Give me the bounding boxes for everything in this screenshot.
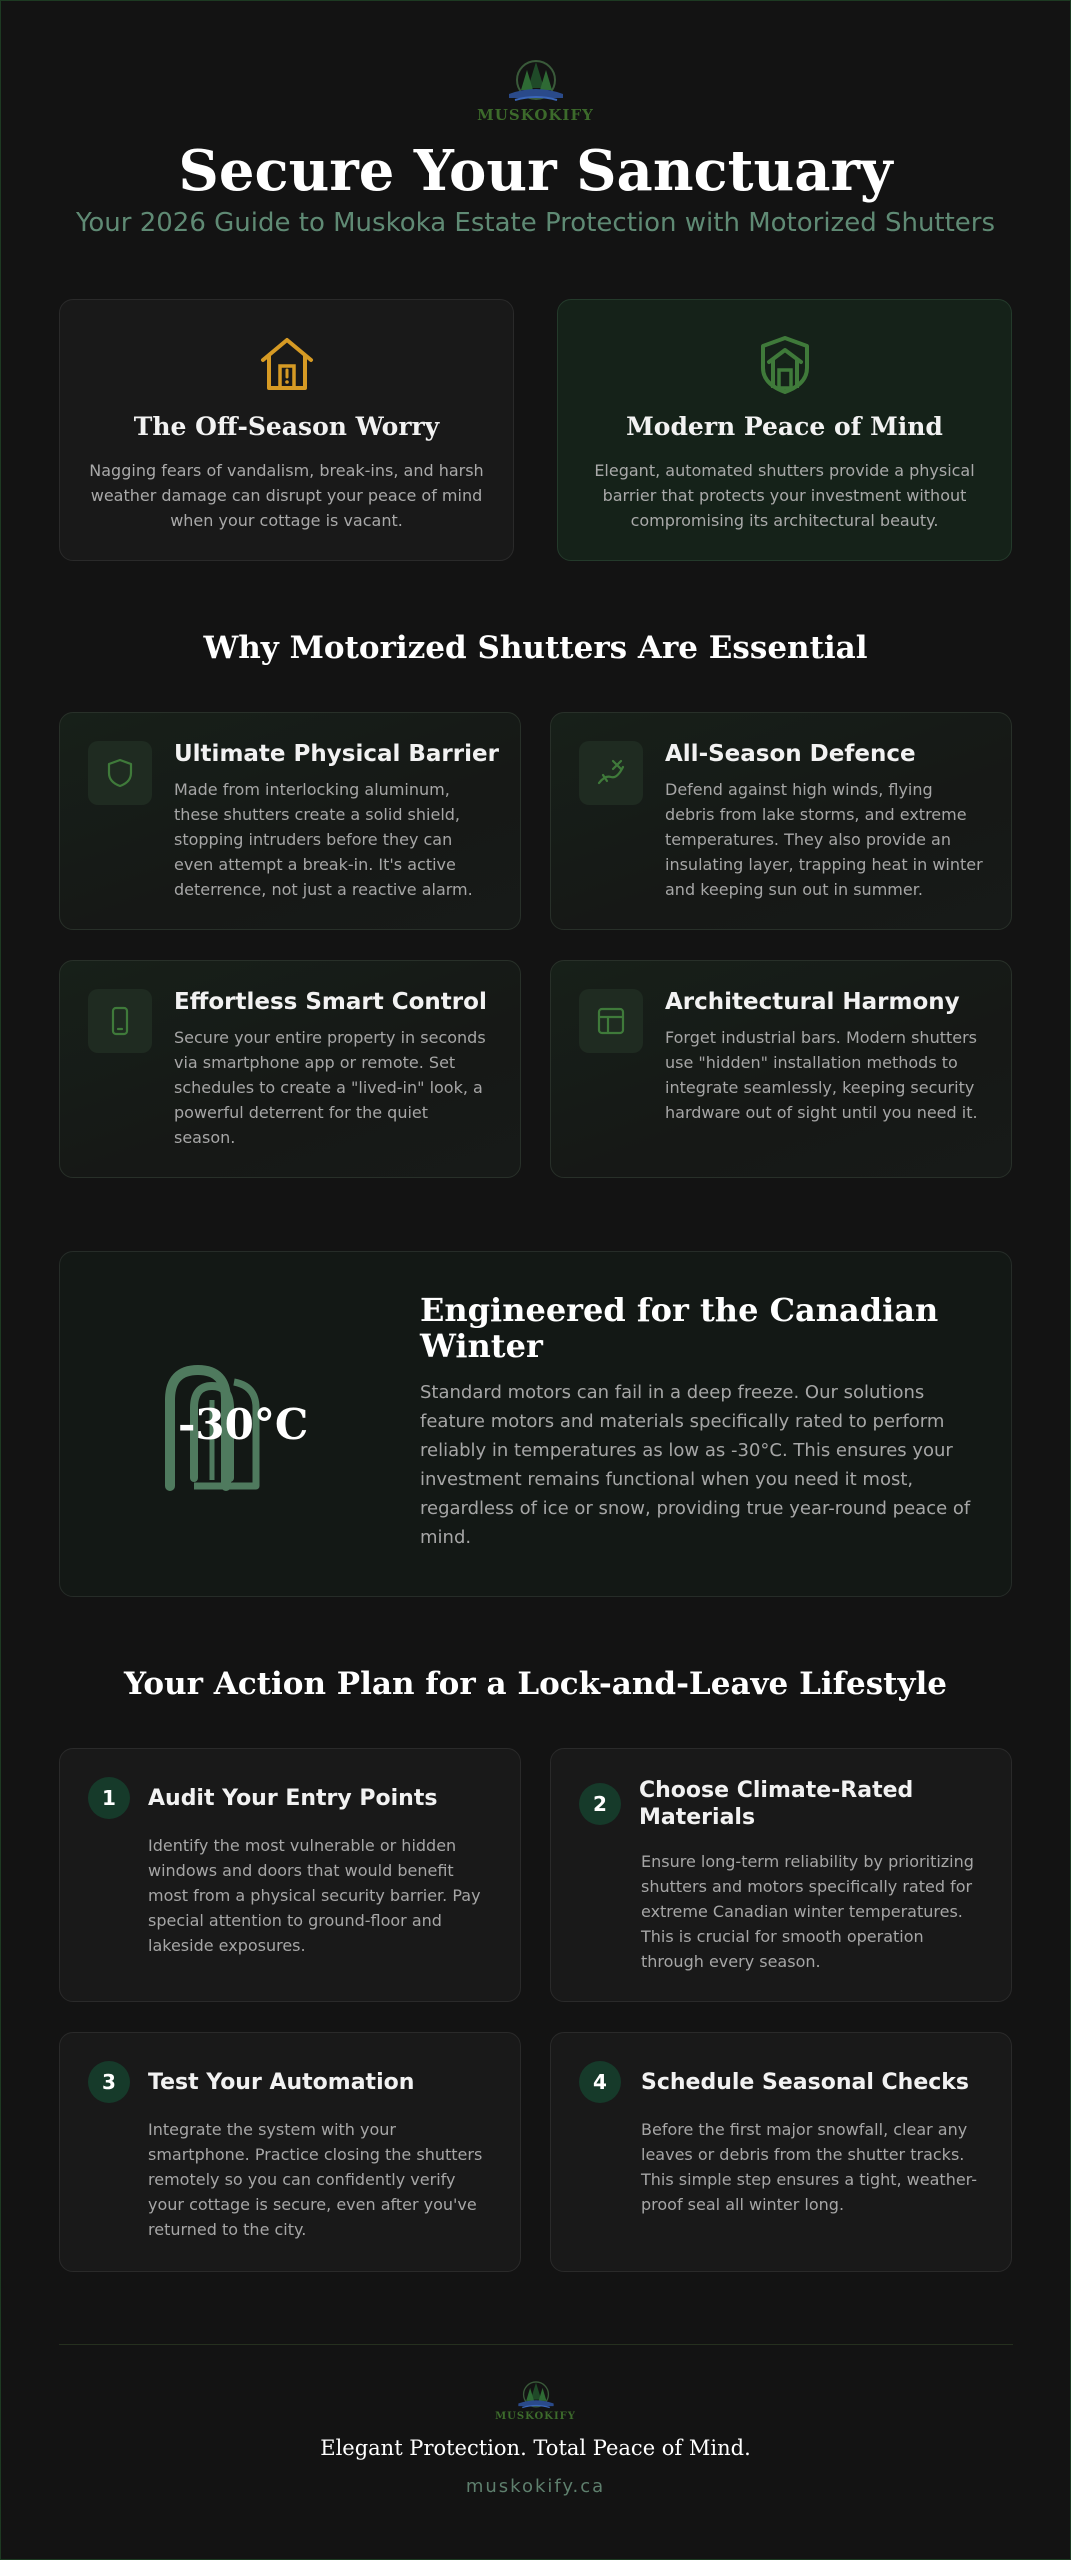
step-text: Before the first major snowfall, clear any leaves or debris from the shutter tracks. This simple step ensures a tight, weather-proof seal all winter long. [641,2120,977,2214]
page-title: Secure Your Sanctuary [178,138,893,204]
brand-name: MUSKOKIFY [477,106,594,124]
feature-title: Ultimate Physical Barrier [174,741,499,767]
step-number: 4 [579,2061,621,2103]
footer-website-link[interactable]: muskokify.ca [465,2476,606,2497]
step-text: Integrate the system with your smartphone. Practice closing the shutters remotely so you can confidently verify your cottage is secure, even after you've returned to the city. [148,2120,483,2239]
feature-title: Architectural Harmony [665,989,960,1015]
feature-card-all-season-defence [550,712,1012,930]
step-number: 3 [88,2061,130,2103]
winter-card [59,1251,1012,1597]
intro-card-title: The Off-Season Worry [133,412,440,441]
smartphone-icon [104,1005,136,1037]
pine-lake-logo-icon [513,2380,559,2414]
feature-text: Forget industrial bars. Modern shutters use "hidden" installation methods to integrate seamlessly, keeping security hardware out of sight until you need it. [665,1028,978,1122]
feature-text: Made from interlocking aluminum, these shutters create a solid shield, stopping intruders before they can even attempt a break-in. It's active deterrence, not just a reactive alarm. [174,780,473,899]
winter-text: Standard motors can fail in a deep freeze. Our solutions feature motors and materials specifically rated to perform reliably in temperatures as low as -30°C. This ensures your investment remains functional when you need it most, regardless of ice or snow, providing true year-round peace of mind. [420,1382,971,1548]
feature-text: Secure your entire property in seconds via smartphone app or remote. Set schedules to create a "lived-in" look, a powerful deterrent for the quiet season. [174,1028,486,1147]
page-subtitle: Your 2026 Guide to Muskoka Estate Protection with Motorized Shutters [75,208,996,238]
house-alert-icon [255,332,319,396]
feature-title: All-Season Defence [665,741,916,767]
house-shield-icon [753,332,817,396]
pine-lake-logo-icon [501,58,571,110]
step-number: 2 [579,1783,621,1825]
step-title: Audit Your Entry Points [148,1786,438,1811]
step-title: Test Your Automation [148,2070,415,2095]
features-heading: Why Motorized Shutters Are Essential [203,630,868,666]
winter-title: Engineered for the Canadian Winter [420,1291,939,1365]
action-plan-heading: Your Action Plan for a Lock-and-Leave Lifestyle [124,1666,947,1702]
step-text: Ensure long-term reliability by prioritizing shutters and motors specifically rated for extreme Canadian winter temperatures. This is crucial for smooth operation through every season. [641,1852,974,1971]
feature-text: Defend against high winds, flying debris from lake storms, and extreme temperatures. They also provide an insulating layer, trapping heat in winter and keeping sun out in summer. [665,780,983,899]
temperature-value: -30°C [178,1400,309,1449]
footer-brand-name: MUSKOKIFY [495,2411,576,2422]
intro-card-title: Modern Peace of Mind [626,412,943,441]
shield-icon [104,757,136,789]
step-title: Choose Climate-Rated Materials [639,1778,914,1830]
footer-logo[interactable] [0,2380,1071,2422]
step-card-4 [550,2032,1012,2272]
intro-card-text: Elegant, automated shutters provide a physical barrier that protects your investment without compromising its architectural beauty. [594,461,975,530]
feature-card-physical-barrier [59,712,521,930]
intro-card-off-season-worry [59,299,514,561]
footer-divider [59,2344,1013,2345]
footer-tagline: Elegant Protection. Total Peace of Mind. [320,2436,751,2460]
intro-card-modern-peace [557,299,1012,561]
step-card-2 [550,1748,1012,2002]
step-number: 1 [88,1777,130,1819]
intro-card-text: Nagging fears of vandalism, break-ins, and harsh weather damage can disrupt your peace of mind when your cottage is vacant. [89,461,484,530]
feature-card-architectural-harmony [550,960,1012,1178]
feature-title: Effortless Smart Control [174,989,487,1015]
step-text: Identify the most vulnerable or hidden windows and doors that would benefit most from a physical security barrier. Pay special attention to ground-floor and lakeside exposures. [148,1836,481,1955]
step-card-1 [59,1748,521,2002]
step-card-3 [59,2032,521,2272]
feature-card-smart-control [59,960,521,1178]
wind-icon [595,757,627,789]
layout-icon [595,1005,627,1037]
step-title: Schedule Seasonal Checks [641,2070,970,2095]
header-logo[interactable] [0,58,1071,124]
